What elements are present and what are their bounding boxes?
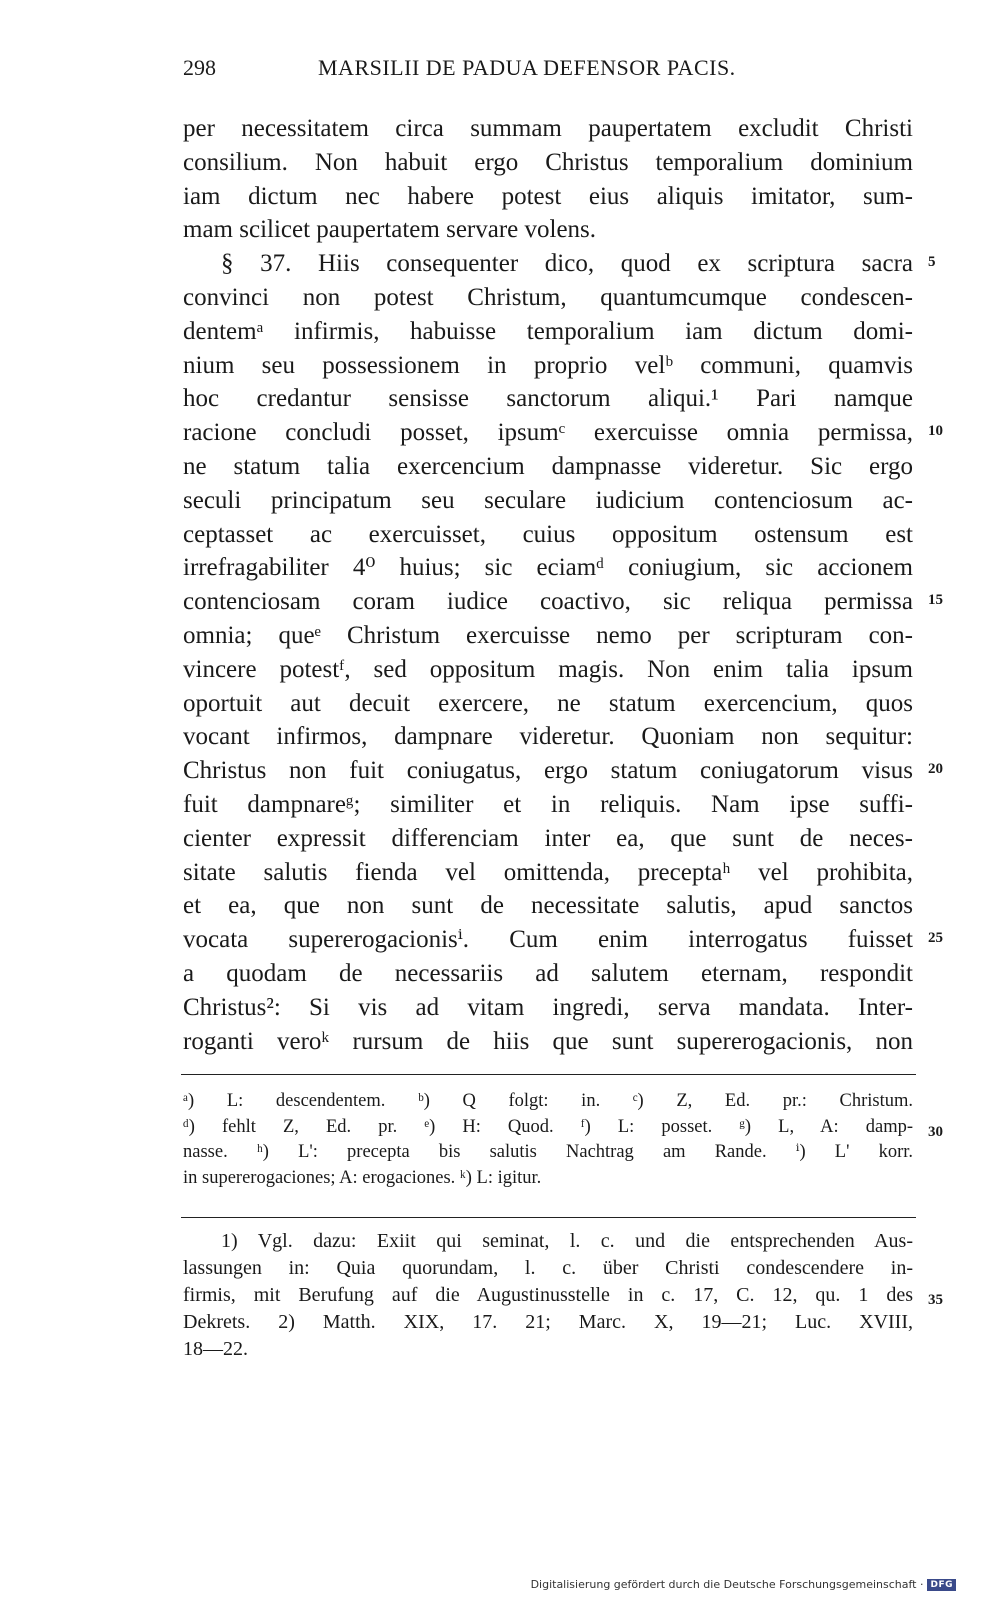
footnotes (183, 1228, 913, 1363)
text-line: fuit dampnareᵍ; similiter et in reliquis. Nam ipse suffi- (183, 790, 913, 818)
line-number: 20 (928, 761, 943, 777)
text-line: dentemᵃ infirmis, habuisse temporalium iam dictum domi- (183, 317, 913, 345)
text-line: vincere potestᶠ, sed oppositum magis. Non enim talia ipsum (183, 655, 913, 683)
text-line: irrefragabiliter 4⁰ huius; sic eciamᵈ coniugium, sic accionem (183, 554, 913, 582)
page-number: 298 (183, 55, 216, 80)
text-line: vocata supererogacionisⁱ. Cum enim interrogatus fuisset (183, 926, 913, 954)
text-line: et ea, que non sunt de necessitate salutis, apud sanctos (183, 892, 913, 920)
apparatus-line: ᵃ) L: descendentem. ᵇ) Q folgt: in. ᶜ) Z, Ed. pr.: Christum. (183, 1091, 913, 1111)
footnote-line: firmis, mit Berufung auf die Augustinusstelle in c. 17, C. 12, qu. 1 des (183, 1284, 913, 1306)
line-number: 10 (928, 423, 943, 439)
text-line: seculi principatum seu seculare iudicium contenciosum ac- (183, 486, 913, 514)
apparatus-line: ᵈ) fehlt Z, Ed. pr. ᵉ) H: Quod. ᶠ) L: posset. ᵍ) L, A: damp- (183, 1116, 913, 1137)
text-line: vocant infirmos, dampnare videretur. Quoniam non sequitur: (183, 723, 913, 751)
line-number: 15 (928, 592, 943, 608)
text-line: § 37. Hiis consequenter dico, quod ex scriptura sacra (221, 250, 913, 278)
text-line: hoc credantur sensisse sanctorum aliqui.¹ Pari namque (183, 385, 913, 413)
text-line: consilium. Non habuit ergo Christus temporalium dominium (183, 148, 913, 176)
text-line: racione concludi posset, ipsumᶜ exercuisse omnia permissa, (183, 419, 913, 447)
text-line: ne statum talia exercencium dampnasse videretur. Sic ergo (183, 452, 913, 480)
line-number: 35 (928, 1292, 943, 1308)
footnote-line: 1) Vgl. dazu: Exiit qui seminat, l. c. und die entsprechenden Aus- (221, 1230, 913, 1252)
digitization-credit (531, 1578, 956, 1591)
text-line: cienter expressit differenciam inter ea, que sunt de neces- (183, 824, 913, 852)
line-number: 5 (928, 254, 936, 270)
text-line: mam scilicet paupertatem servare volens. (183, 216, 597, 244)
text-line: sitate salutis fienda vel omittenda, preceptaʰ vel prohibita, (183, 858, 913, 886)
text-line: roganti veroᵏ rursum de hiis que sunt supererogacionis, non (183, 1027, 913, 1055)
credit-text: Digitalisierung gefördert durch die Deutsche Forschungsgemeinschaft · (530, 1578, 924, 1591)
dfg-logo-icon: DFG (927, 1579, 956, 1591)
footnote-line: lassungen in: Quia quorundam, l. c. über Christi condescendere in- (183, 1257, 913, 1279)
main-text (183, 112, 913, 1058)
text-line: Christus non fuit coniugatus, ergo statum coniugatorum visus (183, 757, 913, 785)
text-line: convinci non potest Christum, quantumcumque condescen- (183, 283, 913, 311)
critical-apparatus (183, 1089, 913, 1191)
text-line: per necessitatem circa summam paupertatem excludit Christi (183, 115, 913, 142)
text-line: a quodam de necessariis ad salutem eternam, respondit (183, 959, 913, 987)
apparatus-line: nasse. ʰ) L': precepta bis salutis Nachtrag am Rande. ⁱ) L' korr. (183, 1142, 913, 1162)
text-line: nium seu possessionem in proprio velᵇ communi, quamvis (183, 351, 913, 379)
footnote-line: 18—22. (183, 1338, 248, 1360)
running-title: MARSILII DE PADUA DEFENSOR PACIS. (318, 55, 736, 80)
text-line: Christus²: Si vis ad vitam ingredi, serva mandata. Inter- (183, 993, 913, 1021)
text-line: iam dictum nec habere potest eius aliquis imitator, sum- (183, 182, 913, 210)
line-number: 25 (928, 930, 943, 946)
line-number: 30 (928, 1124, 943, 1140)
apparatus-line: in supererogaciones; A: erogaciones. ᵏ) L: igitur. (183, 1167, 542, 1188)
text-line: contenciosam coram iudice coactivo, sic reliqua permissa (183, 588, 913, 616)
text-line: omnia; queᵉ Christum exercuisse nemo per scripturam con- (183, 621, 913, 649)
footnote-line: Dekrets. 2) Matth. XIX, 17. 21; Marc. X, 19—21; Luc. XVIII, (183, 1311, 913, 1333)
apparatus-divider (181, 1074, 916, 1075)
footnotes-divider (181, 1217, 916, 1218)
text-line: oportuit aut decuit exercere, ne statum exercencium, quos (183, 689, 913, 717)
text-line: ceptasset ac exercuisset, cuius oppositum ostensum est (183, 520, 913, 548)
